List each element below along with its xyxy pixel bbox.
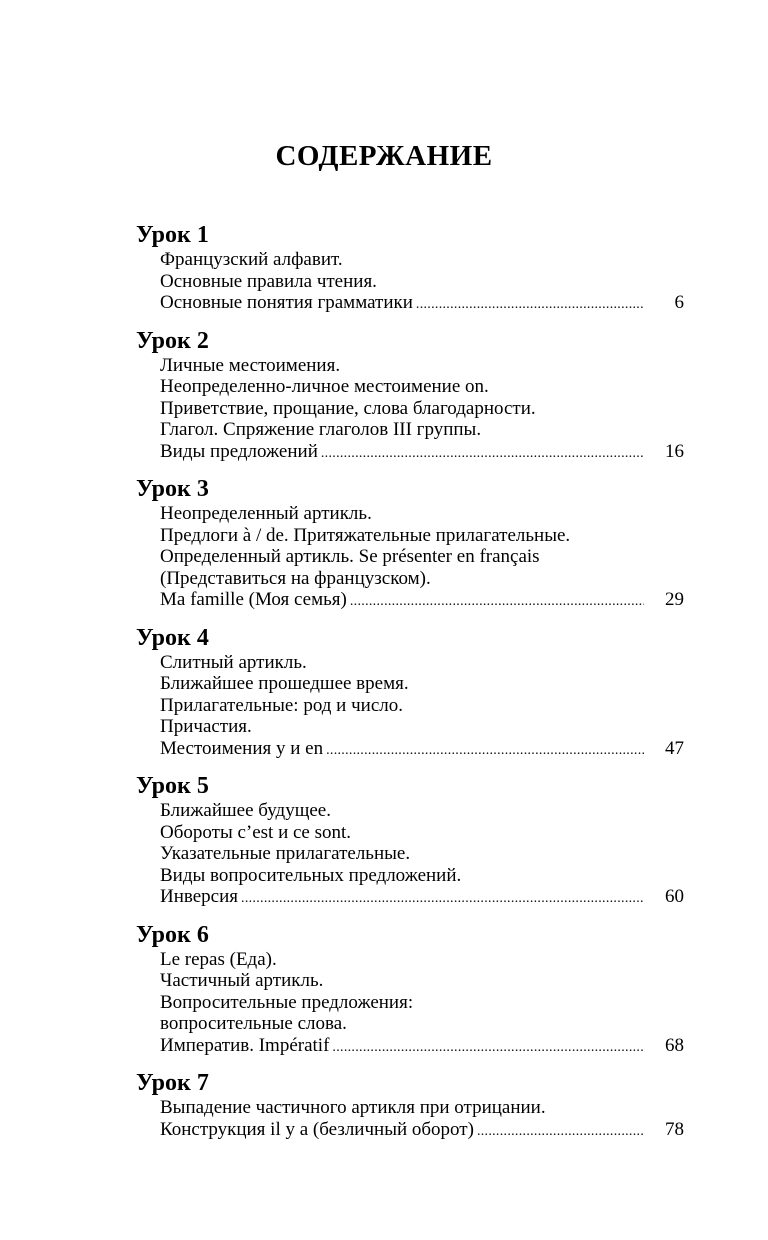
dot-leader [332,1037,644,1059]
toc-topic-line: Слитный артикль. [160,651,307,673]
dot-leader [326,740,644,762]
toc-lesson [136,222,684,314]
toc-topic-line: (Представиться на французском). [160,567,431,589]
toc-lesson [136,328,684,463]
toc-topic-line: Частичный артикль. [160,970,324,991]
lesson-title: Урок 4 [136,624,209,651]
toc-topic-line: Местоимения y и en [160,737,324,759]
page-title: СОДЕРЖАНИЕ [275,140,493,172]
toc-topic-line: Виды предложений [160,440,318,462]
lesson-title: Урок 7 [136,1070,209,1096]
toc-lesson [136,773,684,908]
dot-leader [477,1121,644,1143]
toc-topic-line: Инверсия [160,886,239,907]
toc-entry-with-page [136,441,684,463]
toc-topic-line: вопросительные слова. [160,1013,347,1034]
toc-entry-with-page [136,1035,684,1057]
page-number: 78 [665,1118,684,1140]
toc-topic-line: Французский алфавит. [160,249,343,270]
toc-lesson [136,922,684,1057]
toc-topic-line: Ближайшее прошедшее время. [160,673,409,694]
page-number: 60 [665,886,684,907]
dot-leader [241,888,644,910]
toc-topic-line: Глагол. Спряжение глаголов III группы. [160,419,482,440]
toc-entry-with-page [136,1119,684,1141]
toc-topic-line: Конструкция il y a (безличный оборот) [160,1118,474,1140]
toc-topic-line: Причастия. [160,716,252,737]
dot-leader [350,591,644,613]
lesson-title: Урок 2 [136,327,209,354]
table-of-contents [136,222,684,1154]
page-number: 29 [665,589,684,610]
toc-topic-line: Вопросительные предложения: [160,991,414,1013]
toc-entry-with-page [136,886,684,908]
toc-lesson [136,1070,684,1140]
dot-leader [321,443,644,465]
lesson-title: Урок 5 [136,773,209,799]
toc-lesson [136,625,684,760]
toc-entry-with-page [136,292,684,314]
toc-topic-line: Виды вопросительных предложений. [160,864,462,886]
lesson-title: Урок 1 [136,222,209,248]
toc-topic-line: Приветствие, прощание, слова благодарности. [160,397,536,419]
toc-topic-line: Определенный артикль. Se présenter en français [160,546,540,567]
toc-entry-with-page [136,738,684,760]
toc-topic-line: Выпадение частичного артикля при отрицании. [160,1097,546,1118]
toc-topic-line: Неопределенно-личное местоимение on. [160,376,489,397]
dot-leader [416,294,644,316]
page-number: 6 [674,292,684,313]
toc-topic-line: Основные понятия грамматики [160,292,413,313]
lesson-title: Урок 3 [136,476,209,502]
toc-topic-line: Обороты c’est и ce sont. [160,821,352,843]
toc-topic-line: Указательные прилагательные. [160,843,411,864]
toc-lesson [136,476,684,611]
page-number: 68 [665,1034,684,1056]
page-number: 16 [665,440,684,462]
lesson-title: Урок 6 [136,921,209,948]
page-number: 47 [665,737,684,759]
toc-topic-line: Прилагательные: род и число. [160,694,403,716]
toc-topic-line: Ma famille (Моя семья) [160,589,347,610]
toc-topic-line: Личные местоимения. [160,354,341,376]
toc-topic-line: Неопределенный артикль. [160,503,372,524]
toc-topic-line: Предлоги à / de. Притяжательные прилагательные. [160,524,571,546]
toc-entry-with-page [136,589,684,611]
toc-topic-line: Ближайшее будущее. [160,800,331,821]
toc-topic-line: Императив. Impératif [160,1034,330,1056]
toc-topic-line: Основные правила чтения. [160,270,377,292]
toc-topic-line: Le repas (Еда). [160,948,277,970]
